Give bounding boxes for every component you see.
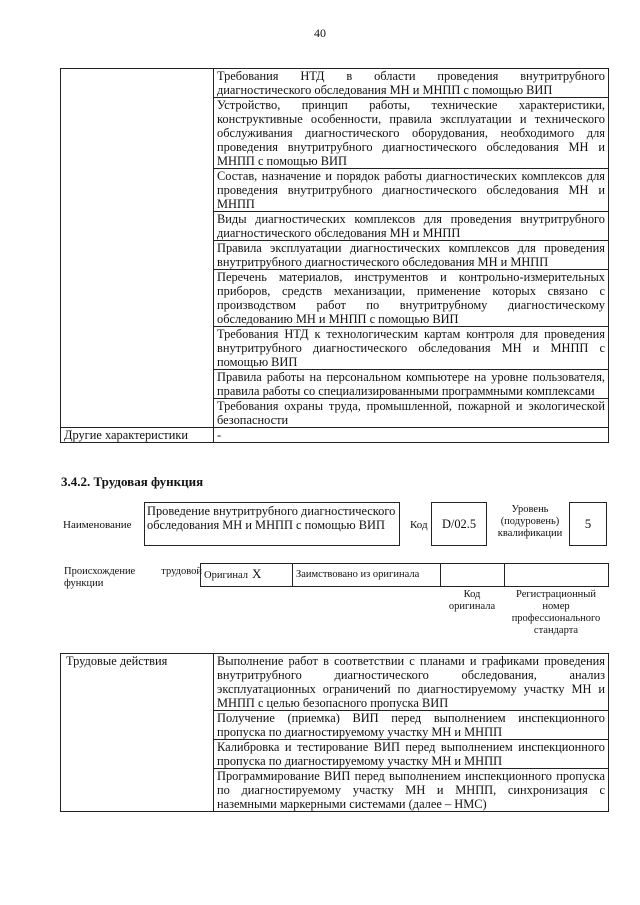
function-name-box: Проведение внутритрубного диагностического обследования МН и МНПП с помощью ВИП (144, 502, 400, 546)
original-cell (201, 564, 293, 587)
origin-table (200, 563, 609, 587)
reg-number-label: Регистрационный номер профессионального стандарта (511, 589, 601, 636)
code-label: Код (410, 519, 428, 531)
table-row (201, 564, 609, 587)
original-label: Оригинал (204, 570, 248, 581)
labor-action-item: Калибровка и тестирование ВИП перед выполнением инспекционного пропуска по диагностируемому участку МН и МНПП (214, 740, 609, 769)
knowledge-label-cell (61, 69, 214, 428)
name-label: Наименование (63, 519, 132, 531)
knowledge-item: Требования НТД к технологическим картам контроля для проведения внутритрубного диагностического обследования МН и МНПП с помощью ВИП (214, 327, 609, 370)
knowledge-item: Устройство, принцип работы, технические характеристики, конструктивные особенности, правила эксплуатации и технического обслуживания диагностического оборудования, необходимого для проведения внутритрубного диагностического обследования МН и МНПП с помощью ВИП (214, 98, 609, 169)
other-characteristics-label: Другие характеристики (61, 428, 214, 443)
section-heading: 3.4.2. Трудовая функция (61, 474, 204, 489)
other-characteristics-value: - (214, 428, 609, 443)
page-number: 40 (314, 26, 326, 40)
table-row (61, 428, 609, 443)
level-box: 5 (569, 502, 607, 546)
knowledge-item: Правила эксплуатации диагностических комплексов для проведения внутритрубного диагностического обследования МН и МНПП (214, 241, 609, 270)
labor-action-item: Программирование ВИП перед выполнением инспекционного пропуска по диагностируемому участку МН и МНПП, синхронизация с наземными маркерными системами (далее – НМС) (214, 769, 609, 812)
borrowed-cell: Заимствовано из оригинала (293, 564, 441, 587)
knowledge-table (60, 68, 609, 443)
code-original-cell (441, 564, 505, 587)
origin-label (64, 566, 202, 590)
code-box: D/02.5 (431, 502, 487, 546)
knowledge-item: Правила работы на персональном компьютере на уровне пользователя, правила работы со специализированными программными комплексами (214, 370, 609, 399)
origin-label-word-2: трудовой (161, 566, 202, 577)
table-row (61, 654, 609, 711)
labor-actions-table (60, 653, 609, 812)
labor-action-item: Получение (приемка) ВИП перед выполнением инспекционного пропуска по диагностируемому участку МН и МНПП (214, 711, 609, 740)
table-row (61, 69, 609, 98)
code-original-label: Код оригинала (448, 589, 496, 612)
knowledge-item: Перечень материалов, инструментов и контрольно-измерительных приборов, средств механизации, применение которых связано с производством работ по внутритрубному диагностическому обследованию МН и МНПП с помощью ВИП (214, 270, 609, 327)
labor-actions-label: Трудовые действия (61, 654, 214, 812)
knowledge-item: Состав, назначение и порядок работы диагностических комплексов для проведения внутритрубного диагностического обследования МН и МНПП (214, 169, 609, 212)
labor-action-item: Выполнение работ в соответствии с планами и графиками проведения внутритрубного диагностического обследования, анализ эксплуатационных ограничений по диагностируемому участку МН и МНПП с целью безопасного пропуска ВИП (214, 654, 609, 711)
original-mark: X (252, 566, 262, 581)
origin-label-word-3: функции (64, 578, 104, 589)
knowledge-item: Требования охраны труда, промышленной, пожарной и экологической безопасности (214, 399, 609, 428)
knowledge-item: Требования НТД в области проведения внутритрубного диагностического обследования МН и МНПП с помощью ВИП (214, 69, 609, 98)
reg-number-cell (505, 564, 609, 587)
origin-label-word-1: Происхождение (64, 566, 136, 577)
knowledge-item: Виды диагностических комплексов для проведения внутритрубного диагностического обследования МН и МНПП (214, 212, 609, 241)
level-label: Уровень (подуровень) квалификации (497, 504, 563, 539)
